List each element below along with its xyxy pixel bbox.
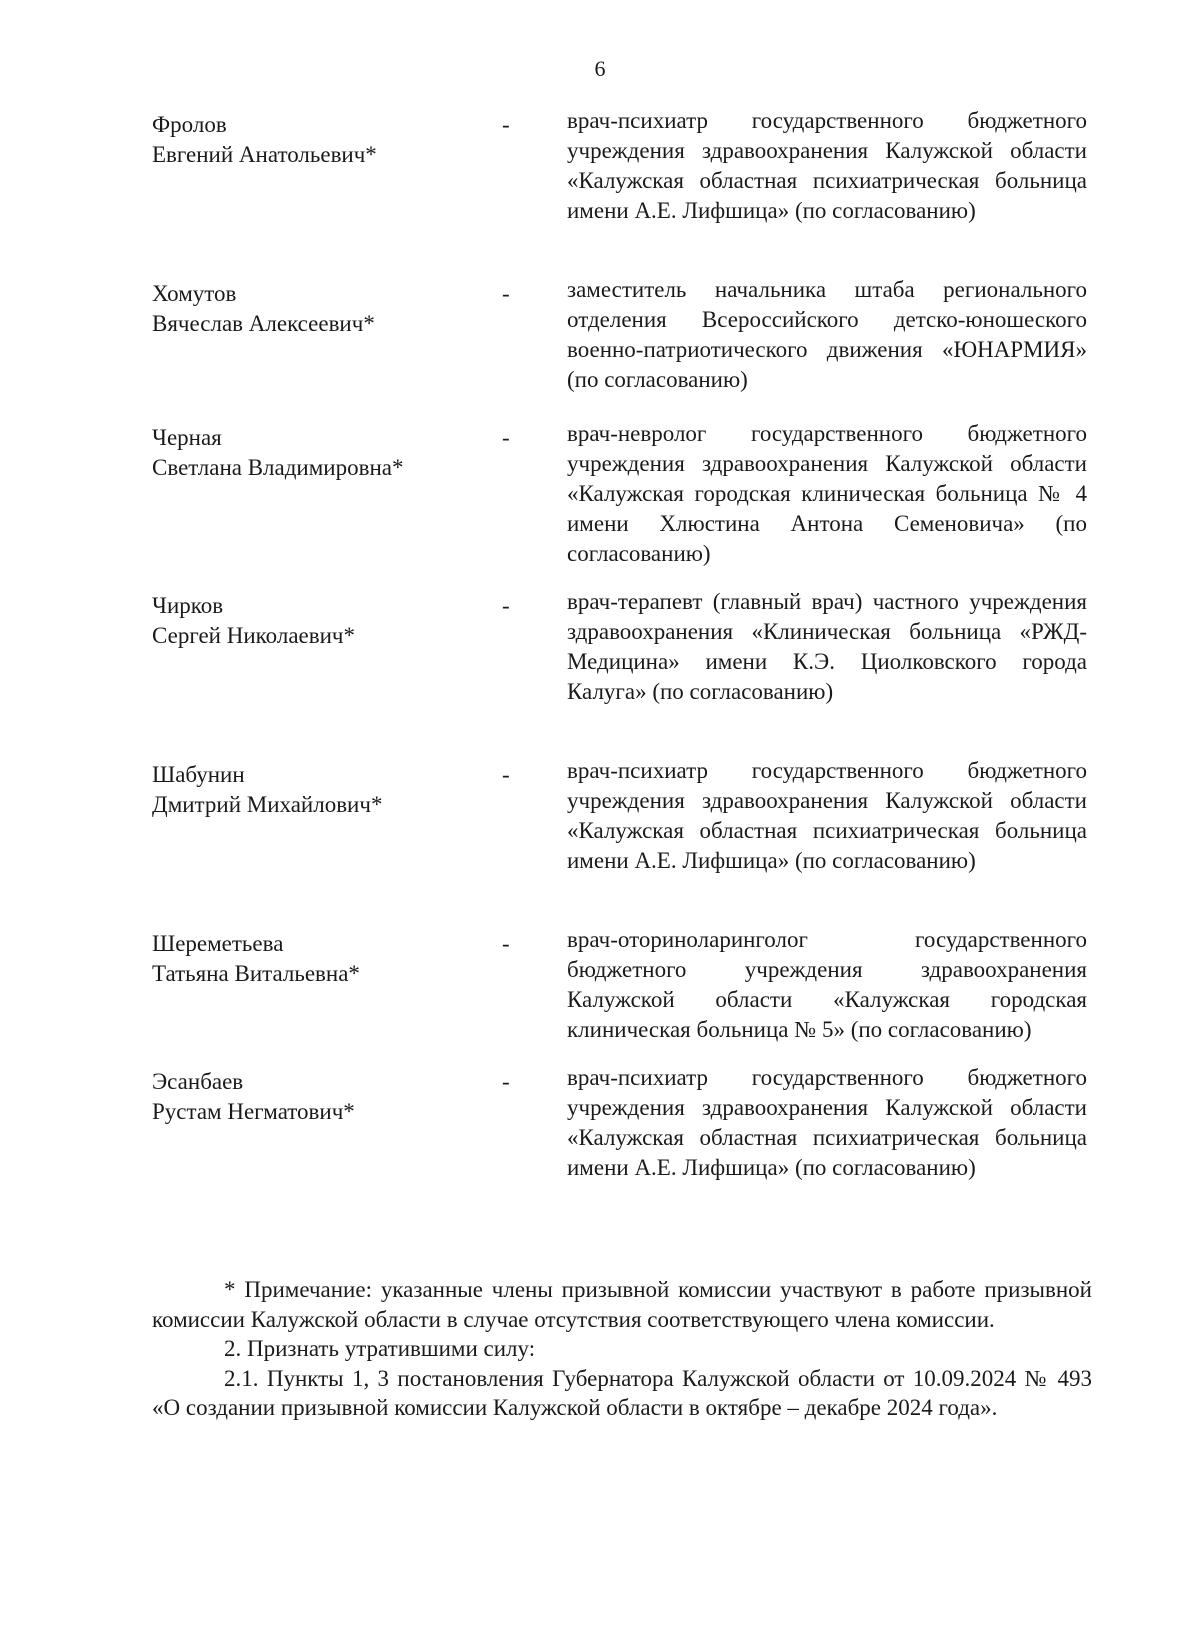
- member-position: заместитель начальника штаба регионального отделения Всероссийского детско-юношеского военно-патриотического движения «ЮНАРМИЯ» (по согласованию): [567, 277, 1087, 392]
- clause-2-1-paragraph: 2.1. Пункты 1, 3 постановления Губернатора Калужской области от 10.09.2024 № 493 «О создании призывной комиссии Калужской области в октябре – декабре 2024 года».: [152, 1365, 1092, 1420]
- dash-separator: -: [502, 762, 510, 787]
- member-position: врач-психиатр государственного бюджетного учреждения здравоохранения Калужской области «Калужская областная психиатрическая больница имени А.Е. Лифшица» (по согласованию): [567, 1065, 1087, 1180]
- dash-separator: -: [502, 281, 510, 306]
- member-given-names: Вячеслав Алексеевич*: [152, 311, 375, 336]
- member-position: врач-терапевт (главный врач) частного учреждения здравоохранения «Клиническая больница «РЖД-Медицина» имени К.Э. Циолковского города Калуга» (по согласованию): [567, 589, 1087, 704]
- member-given-names: Сергей Николаевич*: [152, 623, 355, 648]
- member-surname: Шабунин: [152, 762, 245, 787]
- dash-separator: -: [502, 1069, 510, 1094]
- member-position: врач-психиатр государственного бюджетного учреждения здравоохранения Калужской области «Калужская областная психиатрическая больница имени А.Е. Лифшица» (по согласованию): [567, 108, 1087, 223]
- dash-separator: -: [502, 425, 510, 450]
- member-position: врач-оториноларинголог государственного бюджетного учреждения здравоохранения Калужской области «Калужская городская клиническая больница № 5» (по согласованию): [567, 927, 1087, 1042]
- member-name: [152, 279, 482, 339]
- member-name: [152, 760, 482, 820]
- member-surname: Эсанбаев: [152, 1069, 244, 1094]
- member-given-names: Рустам Негматович*: [152, 1099, 355, 1124]
- member-given-names: Евгений Анатольевич*: [152, 142, 377, 167]
- footnote-paragraph: * Примечание: указанные члены призывной комиссии участвуют в работе призывной комиссии Калужской области в случае отсутствия соответствующего члена комиссии.: [152, 1277, 1092, 1332]
- page-number: 6: [594, 56, 606, 81]
- member-name: [152, 591, 482, 651]
- member-name: [152, 423, 482, 483]
- note-section: [152, 1275, 1092, 1423]
- dash-separator: -: [502, 931, 510, 956]
- member-position: врач-невролог государственного бюджетного учреждения здравоохранения Калужской области «Калужская городская клиническая больница № 4 имени Хлюстина Антона Семеновича» (по согласованию): [567, 421, 1087, 566]
- clause-2-paragraph: 2. Признать утратившими силу:: [224, 1336, 536, 1361]
- member-given-names: Дмитрий Михайлович*: [152, 792, 383, 817]
- member-position: врач-психиатр государственного бюджетного учреждения здравоохранения Калужской области «Калужская областная психиатрическая больница имени А.Е. Лифшица» (по согласованию): [567, 758, 1087, 873]
- member-given-names: Татьяна Витальевна*: [152, 961, 360, 986]
- dash-separator: -: [502, 112, 510, 137]
- member-name: [152, 929, 482, 989]
- member-surname: Фролов: [152, 112, 227, 137]
- member-given-names: Светлана Владимировна*: [152, 455, 404, 480]
- member-surname: Шереметьева: [152, 931, 284, 956]
- member-name: [152, 1067, 482, 1127]
- member-surname: Черная: [152, 425, 222, 450]
- member-surname: Чирков: [152, 593, 224, 618]
- member-surname: Хомутов: [152, 281, 237, 306]
- dash-separator: -: [502, 593, 510, 618]
- member-name: [152, 110, 482, 170]
